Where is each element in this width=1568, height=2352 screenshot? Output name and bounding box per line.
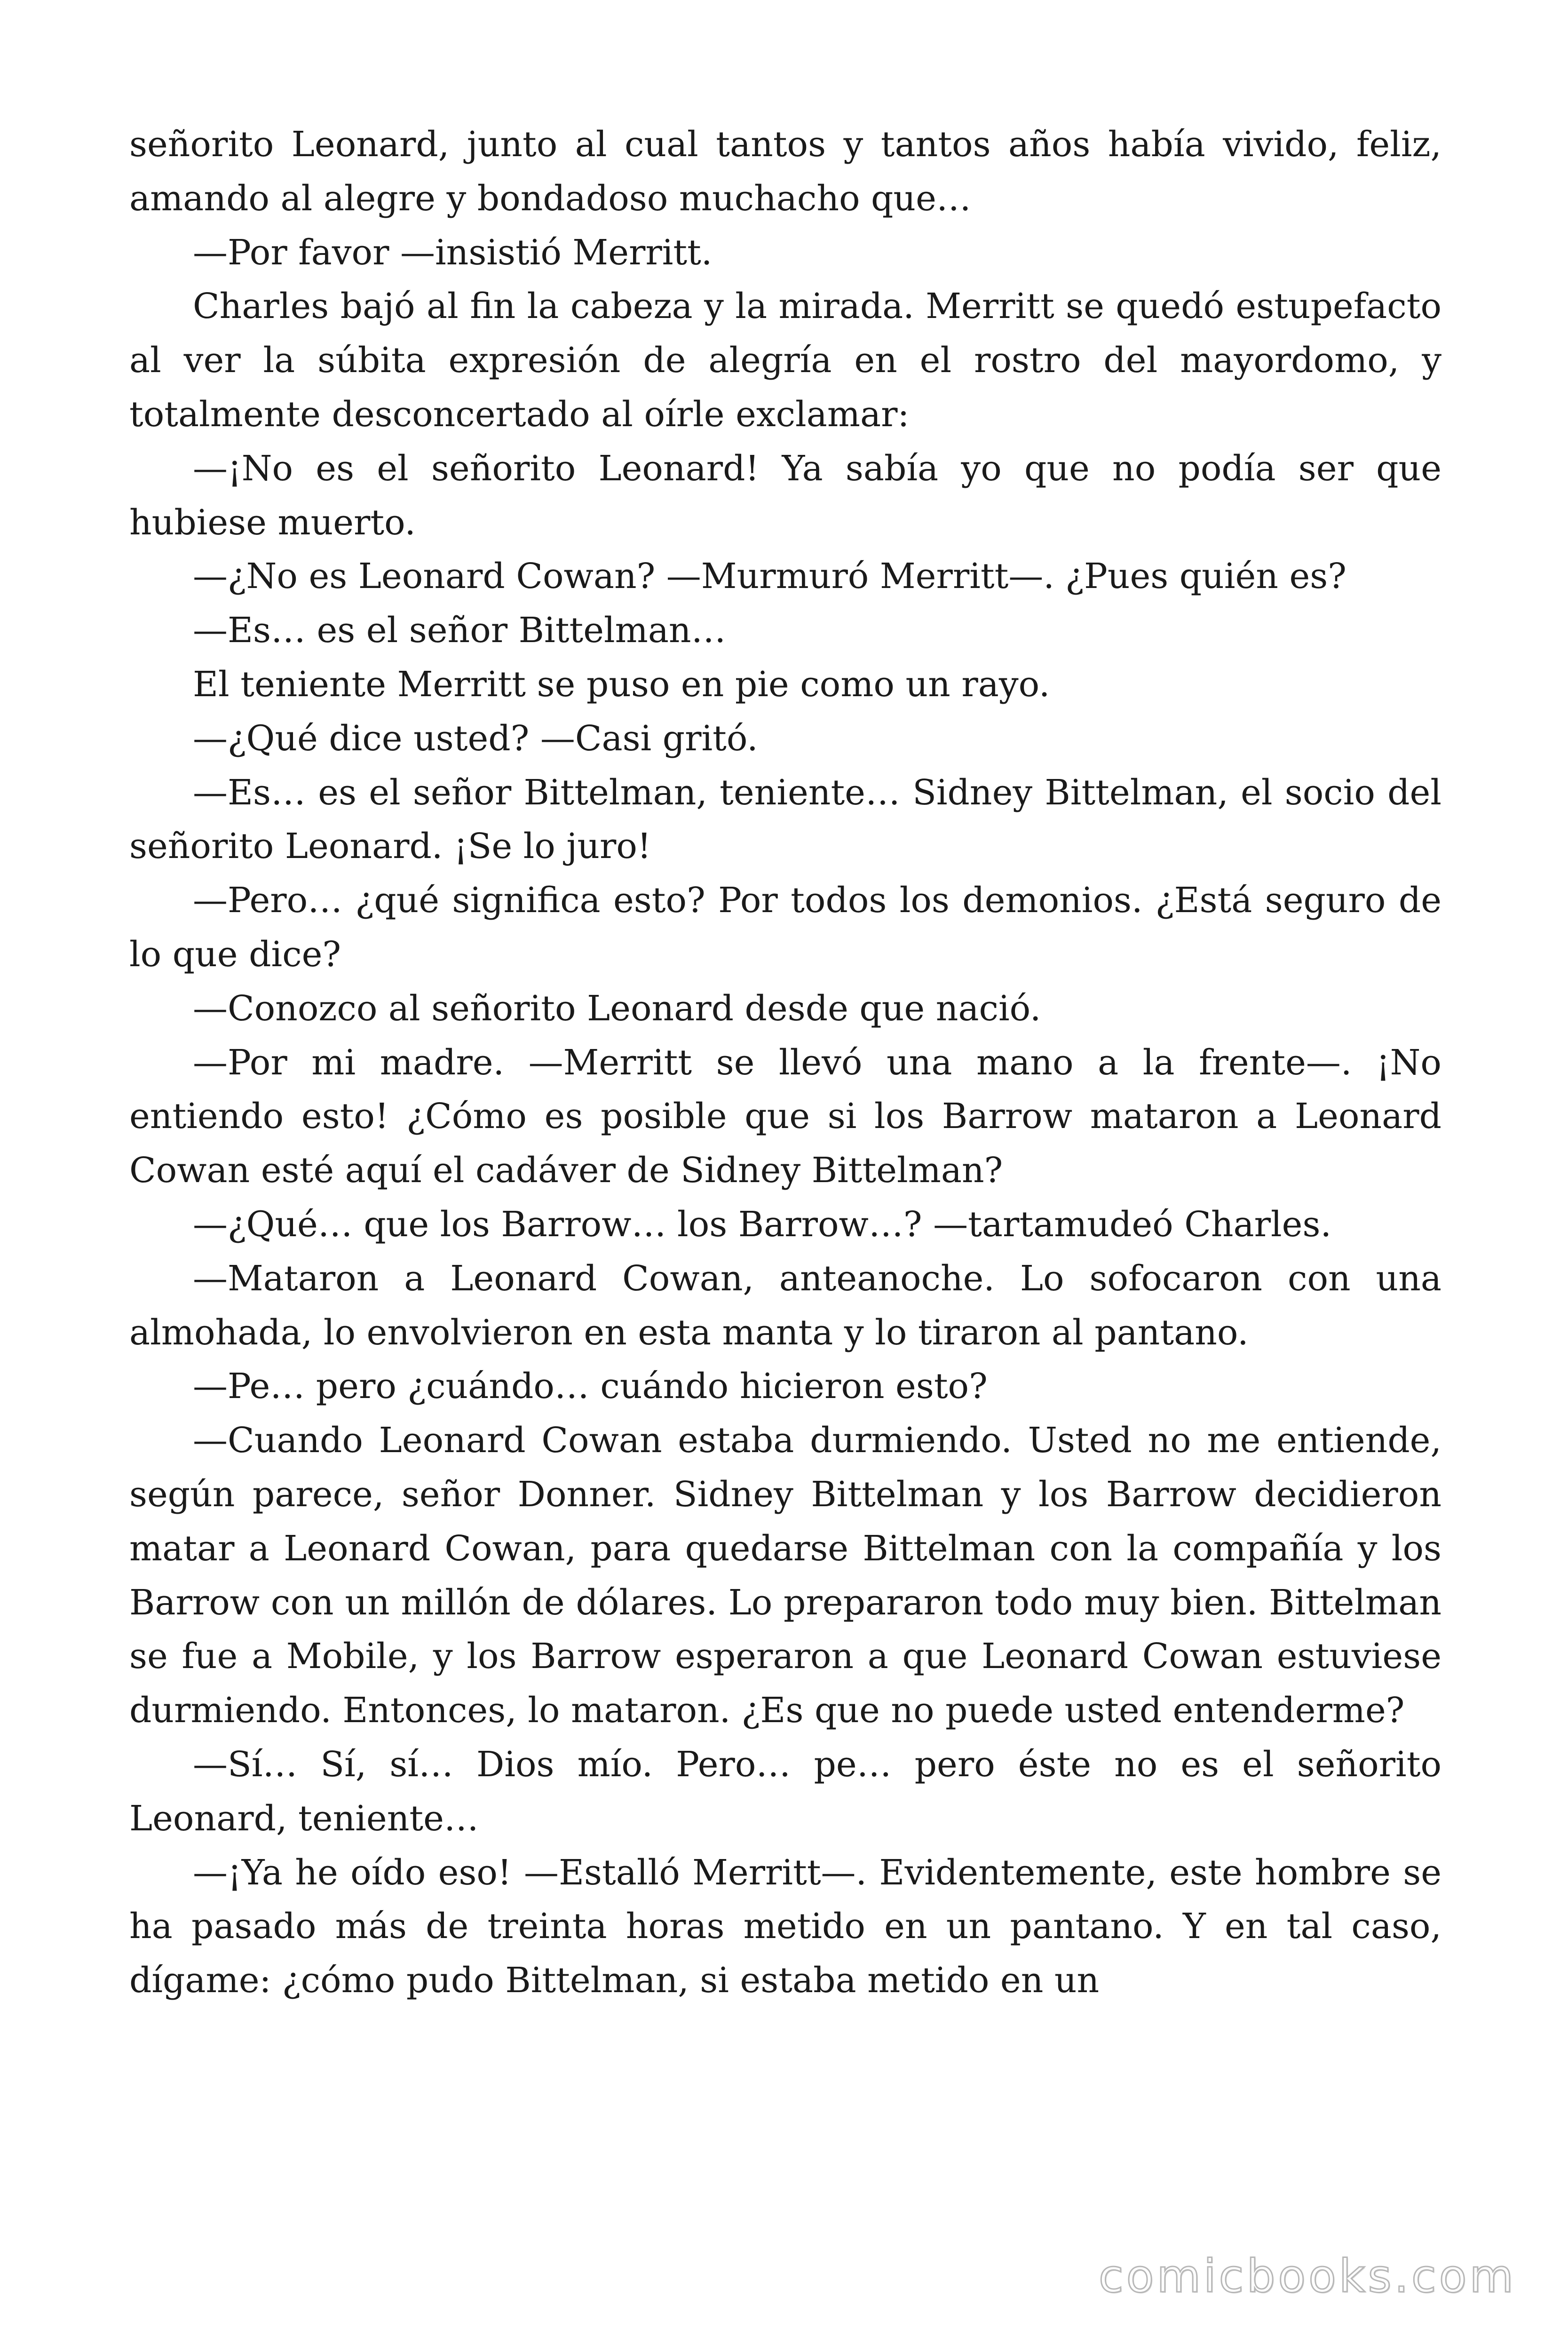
paragraph: —Sí… Sí, sí… Dios mío. Pero… pe… pero éste no es el señorito Leonard, teniente… [129, 1744, 1441, 1839]
paragraph: Charles bajó al fin la cabeza y la mirada. Merritt se quedó estupefacto al ver la súbita expresión de alegría en el rostro del mayordomo, y totalmente desconcertado al oírle exclamar: [129, 286, 1441, 435]
body-text [129, 118, 1441, 2008]
paragraph: —Es… es el señor Bittelman, teniente… Sidney Bittelman, el socio del señorito Leonard. ¡Se lo juro! [129, 772, 1441, 867]
paragraph: —¿Qué… que los Barrow… los Barrow…? —tartamudeó Charles. [193, 1204, 1331, 1245]
paragraph: —¡No es el señorito Leonard! Ya sabía yo que no podía ser que hubiese muerto. [129, 448, 1441, 543]
paragraph: —Por favor —insistió Merritt. [193, 232, 713, 273]
paragraph: señorito Leonard, junto al cual tantos y tantos años había vivido, feliz, amando al alegre y bondadoso muchacho que… [129, 124, 1441, 219]
paragraph: —Pero… ¿qué significa esto? Por todos los demonios. ¿Está seguro de lo que dice? [129, 880, 1441, 975]
paragraph: —Pe… pero ¿cuándo… cuándo hicieron esto? [193, 1366, 988, 1407]
paragraph: El teniente Merritt se puso en pie como un rayo. [193, 664, 1050, 705]
paragraph: —¿No es Leonard Cowan? —Murmuró Merritt—. ¿Pues quién es? [193, 556, 1346, 597]
paragraph: —¡Ya he oído eso! —Estalló Merritt—. Evidentemente, este hombre se ha pasado más de treinta horas metido en un pantano. Y en tal caso, dígame: ¿cómo pudo Bittelman, si estaba metido en un [129, 1852, 1441, 2001]
paragraph: —Por mi madre. —Merritt se llevó una mano a la frente—. ¡No entiendo esto! ¿Cómo es posible que si los Barrow mataron a Leonard Cowan esté aquí el cadáver de Sidney Bittelman? [129, 1042, 1441, 1191]
paragraph: —Mataron a Leonard Cowan, anteanoche. Lo sofocaron con una almohada, lo envolvieron en esta manta y lo tiraron al pantano. [129, 1258, 1441, 1353]
paragraph: —¿Qué dice usted? —Casi gritó. [193, 718, 758, 759]
watermark: comicbooks.com [1098, 2250, 1516, 2303]
paragraph: —Cuando Leonard Cowan estaba durmiendo. Usted no me entiende, según parece, señor Donner. Sidney Bittelman y los Barrow decidieron matar a Leonard Cowan, para quedarse Bittelman con la compañía y los Barrow con un millón de dólares. Lo prepararon todo muy bien. Bittelman se fue a Mobile, y los Barrow esperaron a que Leonard Cowan estuviese durmiendo. Entonces, lo mataron. ¿Es que no puede usted entenderme? [129, 1420, 1441, 1731]
paragraph: —Es… es el señor Bittelman… [193, 610, 726, 651]
paragraph: —Conozco al señorito Leonard desde que nació. [193, 988, 1041, 1029]
